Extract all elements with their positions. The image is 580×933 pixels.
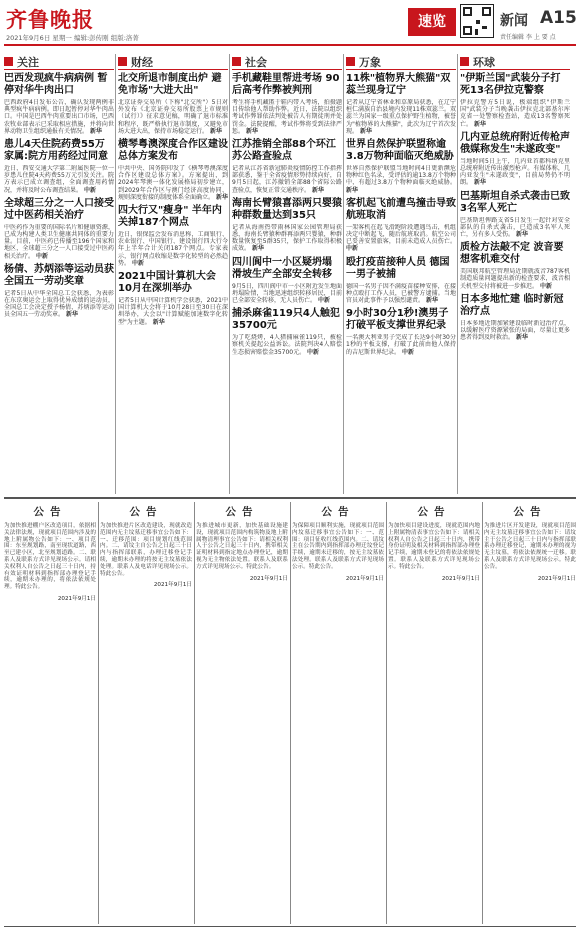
article-source: 中新 (35, 252, 48, 260)
article (232, 257, 342, 305)
column-heading-label: 万象 (359, 55, 381, 69)
notice-body: 为保障项目顺利实施，现就项目范围内坟墓迁移事宜公告如下：一、范围：项目征收红线范围内。二、请坟主在公告期内到指挥部办理迁坟登记手续，逾期未迁移的，按无主坟墓依法处理。联系人及联系方式详见现场公示。特此公告。 (292, 523, 384, 570)
notice-date: 2021年9月1日 (345, 575, 384, 582)
article-body (4, 290, 114, 319)
article (460, 73, 570, 128)
column-rule (115, 54, 116, 494)
public-notice (100, 502, 192, 924)
article-headline: 2021中国计算机大会10月在深圳举办 (118, 271, 216, 295)
section-marker-icon (4, 57, 13, 66)
public-notice (4, 502, 96, 924)
article (346, 257, 456, 305)
notice-date: 2021年9月1日 (249, 575, 288, 582)
article (232, 73, 342, 135)
column-heading (460, 54, 570, 70)
column-heading (346, 54, 456, 70)
article-headline: 殴打疫苗接种人员 德国一男子被捕 (346, 256, 450, 280)
article (4, 264, 114, 319)
notice-body: 为推进城市更新，加快基础设施建设，现就项目范围内构筑物及地上附属物清理事宜公告如下：请相关权利人于公告之日起三十日内，携带相关证明材料到指定地点办理登记，逾期视为无主物依法处置。联系人及联系方式详见现场公示。特此公告。 (196, 523, 288, 570)
article-headline: 海南长臂猿喜添两只婴猿种群数量达到35只 (232, 197, 342, 221)
column-rule (229, 54, 230, 494)
article-text: 德国一名男子因不满疫苗接种安排，在接种点殴打工作人员，已被警方逮捕。当地官员对此事件予以强烈谴责。 (346, 282, 456, 305)
notice-title: 公告 (321, 506, 355, 518)
notice-body: 为推进片区开发建设，现就项目范围内无主坟墓迁移事宜公告如下：请坟主于公告之日起三十日内与指挥部联系办理迁移登记，逾期未办理的视为无主坟墓，将依法依规统一迁移。联系人及联系方式详见现场公示。特此公告。 (484, 523, 576, 570)
article-source: 新华 (209, 127, 222, 135)
column-heading-label: 财经 (131, 55, 153, 69)
notice-date: 2021年9月1日 (537, 575, 576, 582)
article-headline: 手机藏鞋里帮进考场 90后高考作弊被判刑 (232, 73, 340, 96)
notice-rule (482, 502, 483, 924)
article-source: 新华 (311, 186, 324, 194)
news-column (346, 54, 456, 494)
notice-rule (194, 502, 195, 924)
bottom-rule (4, 926, 576, 927)
article-headline: 客机起飞前遭鸟撞击导致航班取消 (346, 197, 456, 221)
article (346, 73, 456, 135)
article-source: 新华 (473, 179, 486, 187)
article-source: 中新 (307, 348, 320, 356)
article-source: 新华 (473, 120, 486, 128)
column-rule (343, 54, 344, 494)
article-body (4, 99, 114, 135)
article (118, 139, 228, 201)
article-headline: 11株"植物界大熊猫"双蕊兰现身辽宁 (346, 73, 451, 96)
article-headline: 捕杀麻雀119只4人触犯35700元 (232, 308, 340, 332)
article-source: 中新 (131, 259, 144, 267)
article-source: 新华 (215, 193, 228, 201)
section-marker-icon (232, 57, 241, 66)
article-headline: "伊斯兰国"武装分子打死13名伊拉克警察 (460, 73, 561, 96)
article-source: 中新 (317, 297, 330, 305)
notice-title: 公告 (33, 506, 67, 518)
article-text: 一名澳大利亚男子完成了长达9小时30分1秒的平板支撑，打破了此前由他人保持的吉尼斯世界纪录。 (346, 334, 456, 356)
column-rule (457, 54, 458, 494)
article-text: 伊拉克警方5日说，极端组织"伊斯兰国"武装分子当晚袭击伊拉克北部基尔库克省一处警察检查站，造成13名警察死亡。 (460, 99, 570, 128)
section-marker-icon (118, 57, 127, 66)
masthead-rule (4, 44, 576, 46)
article-body (346, 165, 456, 194)
article-body (232, 99, 342, 135)
article (460, 242, 570, 290)
news-column (118, 54, 228, 494)
article-text: 中医药作为重要的国际名片和健康资源，已成为构建人类卫生健康共同体的重要力量。目前，中医药已传播至196个国家和地区，全球超三分之一人口接受过中医药相关治疗。 (4, 223, 114, 260)
article-text: 北京证券交易所（下称"北交所"）5日对外发布《北京证券交易所股票上市规则（试行）》征求意见稿，明确了退市标准和程序，既严格执行退市制度，又避免市场大进大出，保持市场稳定运行。 (118, 99, 228, 135)
notice-rule (290, 502, 291, 924)
article (460, 132, 570, 187)
article-body (232, 224, 342, 253)
article-body (346, 224, 456, 253)
article-headline: 世界自然保护联盟称逾3.8万物种面临灭绝威胁 (346, 139, 454, 163)
article-body (346, 99, 456, 135)
article-text: 9月5日，四川阆中市一小区附近发生地面坍塌险情，当地迅速组织转移居民，目前已全部安全转移，无人员伤亡。 (232, 282, 342, 305)
article-source: 新华 (515, 231, 528, 239)
article-headline: 四大行又"瘦身" 半年内关掉187个网点 (118, 205, 222, 229)
article-text: 考生将手机藏匿于鞋内带入考场，拍摄题目传给他人帮助作弊。近日，法院以组织考试作弊罪依法判处被告人有期徒刑并处罚金。法院提醒，考试作弊将受到法律严惩。 (232, 99, 342, 135)
article-body (4, 224, 114, 260)
section-marker-icon (460, 57, 469, 66)
news-column (460, 54, 570, 494)
article-headline: 9小时30分1秒!澳男子打破平板支撑世界纪录 (346, 308, 449, 332)
notice-title: 公告 (513, 506, 547, 518)
article-text: 一架客机在起飞滑跑阶段遭遇鸟击，机组决定中断起飞，随后航班取消。航空公司已妥善安置旅客，目前未造成人员伤亡。 (346, 223, 456, 246)
column-heading (118, 54, 228, 70)
article-body (346, 334, 456, 356)
notice-date: 2021年9月1日 (441, 575, 480, 582)
article-headline: 横琴粤澳深度合作区建设总体方案发布 (118, 139, 228, 163)
public-notice (196, 502, 288, 924)
article (232, 308, 342, 356)
article-source: 新华 (359, 127, 372, 135)
article-text: 记者从海南热带雨林国家公园管理局获悉，海南长臂猿种群再添两只婴猿，种群数量恢复至5群35只，保护工作取得积极成效。 (232, 223, 342, 253)
column-heading-label: 社会 (245, 55, 267, 69)
article-text: 巴基斯坦俾路支省5日发生一起针对安全部队的自杀式袭击，已造成3名军人死亡，另有多人受伤。 (460, 216, 570, 239)
notice-body: 为加快推进片区改造建设，现就改造范围内无主坟墓迁移事宜公告如下：一、迁移范围：项目规划红线范围内。二、请坟主自公告之日起三十日内与指挥部联系，办理迁移登记手续，逾期未办理的将按无主坟墓依法处理。联系人及电话详见现场公示。特此公告。 (100, 523, 192, 577)
notice-rule (98, 502, 99, 924)
article-text: 记者从江苏省新冠肺炎疫情防控工作指挥部获悉，鉴于全省疫情形势持续向好，自9月5日起，江苏撤销全部88个省际公路查验点，恢复正常交通秩序。 (232, 165, 342, 194)
section-marker-icon (346, 57, 355, 66)
article-headline: 质检方法敲不定 波音要想客机难交付 (460, 242, 564, 266)
article-headline: 江苏推销全部88个环江苏公路查验点 (232, 139, 336, 163)
article-text: 当地时间5日上午，几内亚首都科纳克里总统府附近传出激烈枪声。有媒体称，几内亚发生"未遂政变"，目前局势仍不明朗。 (460, 157, 570, 187)
article (346, 139, 456, 194)
article-text: 世界自然保护联盟当地时间4日更新濒危物种红色名录，受评估的逾13.8万个物种中，有超过3.8万个物种面临灭绝威胁。 (346, 165, 456, 187)
article-source: 新华 (152, 318, 165, 326)
article (346, 198, 456, 253)
article (118, 73, 228, 135)
public-notice (388, 502, 480, 924)
article (460, 191, 570, 239)
column-heading (232, 54, 342, 70)
notice-title: 公告 (129, 506, 163, 518)
article-body (346, 283, 456, 305)
article (460, 294, 570, 342)
article-source: 新华 (65, 311, 78, 319)
article-text: 日本多地近期加紧建设临时新冠治疗点，以缓解医疗资源紧张的局面，尽量让更多患者得到及时救治。 (460, 319, 570, 342)
article (4, 139, 114, 194)
article-headline: 北交所退市制度出炉 避免市场"大进大出" (118, 73, 222, 96)
article-body (460, 158, 570, 187)
article-headline: 日本多地忙建 临时新冠治疗点 (460, 293, 564, 317)
notice-date: 2021年9月1日 (57, 595, 96, 602)
article-body (118, 231, 228, 267)
notice-divider (4, 497, 576, 499)
notice-date: 2021年9月1日 (153, 582, 192, 589)
article-headline: 患儿4天住院药费55万家属:院方用药经过同意 (4, 139, 108, 163)
article-headline: 杨倩、苏炳添等运动员获全国五一劳动奖章 (4, 263, 114, 287)
article-text: 为了吃烧烤，4人猎捕麻雀119只，被检察机关提起公益诉讼。法院判决4人赔偿生态损害赔偿金35700元。 (232, 334, 342, 356)
article (4, 73, 114, 135)
column-heading (4, 54, 114, 70)
article-body (118, 99, 228, 135)
public-notice (484, 502, 576, 924)
article (4, 198, 114, 260)
article-text: 中共中央、国务院印发了《横琴粤澳深度合作区建设总体方案》。方案提出，到2024年琴澳一体化发展格局初步建立，到2029年合作区与澳门经济高度协同、规则深度衔接的制度体系全面确立。 (118, 165, 228, 201)
column-heading-label: 关注 (17, 55, 39, 69)
news-column (232, 54, 342, 494)
article-body (118, 297, 228, 326)
notice-body: 为加快推进棚户区改造项目，依据相关法律法规，现就项目范围内涉及的地上附属物公告如下：一、项目范围：东至规划路，南至现状道路，西至已建小区，北至规划道路。二、联系人及联系方式详见现场公示。请相关权利人自公告之日起三十日内，持有效证明材料到指挥部办理登记手续，逾期未办理的，将依法依规处理。特此公告。 (4, 523, 96, 591)
article-body (232, 283, 342, 305)
article-text: 记者从辽宁省林业和草原局获悉，在辽宁桓仁满族自治县境内发现11株双蕊兰。双蕊兰为国家一级重点保护野生植物，被誉为"植物界的大熊猫"，此次为辽宁首次发现。 (346, 99, 456, 135)
article (118, 271, 228, 326)
article-source: 中新 (83, 186, 96, 194)
article-source: 新华 (245, 127, 258, 135)
article-source: 新华 (89, 127, 102, 135)
article-body (460, 320, 570, 342)
article-body (460, 99, 570, 128)
article-headline: 巴基斯坦自杀式袭击已致3名军人死亡 (460, 190, 570, 214)
article-headline: 四川阆中一小区疑坍塌 滑坡生产全部安全转移 (232, 256, 332, 280)
article (346, 308, 456, 356)
notice-rule (386, 502, 387, 924)
article-source: 中新 (346, 245, 359, 253)
article-text: 记者5日从中国计算机学会获悉，2021中国计算机大会将于10月28日至30日在深圳举办，大会以"计算赋能加速数字化转型"为主题。 (118, 297, 228, 326)
newspaper-logo: 齐鲁晚报 (6, 7, 94, 32)
article-text: 美国联邦航空管理局近期就波音787客机制造质量问题提出新的检查要求，波音相关机型交付将被进一步推迟。 (460, 268, 570, 290)
column-heading-label: 环球 (473, 55, 495, 69)
article-headline: 巴西发现疯牛病病例 暂停对华牛肉出口 (4, 73, 108, 96)
article (232, 198, 342, 253)
article (118, 205, 228, 267)
article-text: 近日，西安交通大学第二附属医院一位一岁患儿住院4天药费55万元引发关注。院方表示已成立调查组，全面调查用药情况，并将及时公布调查结果。 (4, 165, 114, 194)
dateline: 2021年9月6日 星期一 编辑:彭传刚 组版:洛菁 (6, 34, 139, 42)
editors-line: 责任编辑 李 上 要 点 (500, 34, 556, 41)
notice-title: 公告 (417, 506, 451, 518)
masthead (0, 0, 580, 50)
news-column (4, 54, 114, 494)
express-badge: 速览 (408, 8, 456, 36)
article-source: 中新 (401, 348, 414, 356)
article-text: 近日，银保监会发布消息称，工商银行、农业银行、中国银行、建设银行四大行今年上半年合计关闭187个网点。专家表示，银行网点收缩是数字化转型的必然趋势。 (118, 231, 228, 267)
article-headline: 几内亚总统府附近传枪声 俄媒称发生"未遂政变" (460, 131, 570, 155)
article-source: 新华 (346, 186, 359, 194)
article-source: 中新 (539, 282, 552, 290)
public-notice (292, 502, 384, 924)
article-body (232, 334, 342, 356)
qr-code-icon (460, 4, 494, 38)
article-headline: 全球超三分之一人口接受过中医药相关治疗 (4, 197, 114, 221)
article-body (460, 217, 570, 239)
article-source: 新华 (515, 334, 528, 342)
article-body (460, 268, 570, 290)
notice-body: 为加快项目建设进度，现就范围内地上附属物清表事宜公告如下：请相关权利人自公告之日起三十日内，携带身份证明及相关材料到指挥部办理登记手续，逾期未登记的将依法依规处置。联系人及联系方式详见现场公示。特此公告。 (388, 523, 480, 570)
article-body (4, 165, 114, 194)
notice-title: 公告 (225, 506, 259, 518)
article-text: 巴西政府4日发布公告，确认发现两例非典型疯牛病病例。即日起暂停对华牛肉出口。中国是巴西牛肉重要出口市场，巴西农牧业部表示已采取相应措施，并将向世界动物卫生组织通报有关情况。 (4, 99, 114, 135)
section-title: 新闻 (500, 13, 528, 29)
article-body (232, 165, 342, 194)
article (232, 139, 342, 194)
article-body (118, 165, 228, 201)
page-number: A15 (540, 8, 577, 28)
article-text: 记者5日从中华全国总工会获悉，为表彰在东京奥运会上取得优异成绩的运动员，全国总工会决定授予杨倩、苏炳添等运动员全国五一劳动奖章。 (4, 289, 114, 319)
article-source: 新华 (251, 245, 264, 253)
article-source: 新华 (425, 297, 438, 305)
